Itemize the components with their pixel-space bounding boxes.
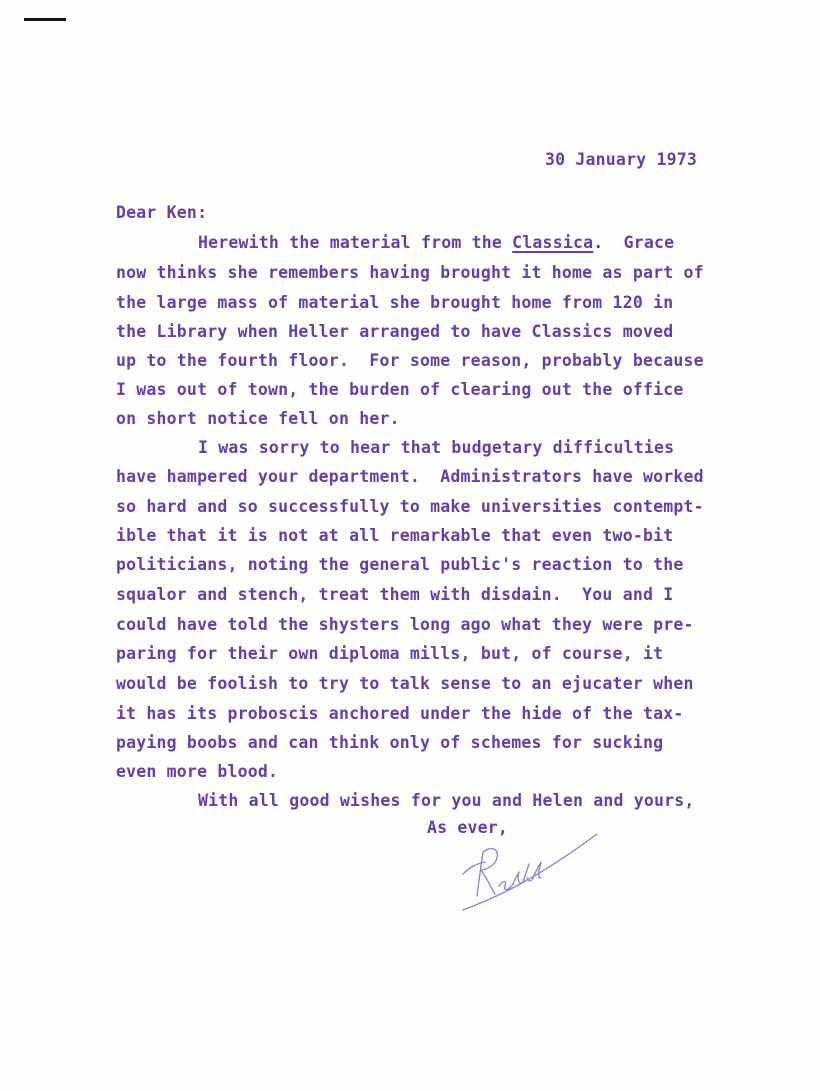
para2-line-1: I was sorry to hear that budgetary difficulties	[198, 438, 675, 457]
para2-line: could have told the shysters long ago what they were pre-	[116, 615, 694, 634]
para1-line-1-post: . Grace	[593, 233, 675, 252]
para2-line: would be foolish to try to talk sense to an ejucater when	[116, 674, 694, 693]
para1-line-1	[198, 228, 674, 258]
letter-date: 30 January 1973	[545, 150, 698, 169]
para2-line: paring for their own diploma mills, but, of course, it	[116, 644, 664, 663]
para2-line: even more blood.	[116, 762, 279, 781]
para2-line: politicians, noting the general public's reaction to the	[116, 555, 684, 574]
para1-line-1-pre: Herewith the material from the	[198, 233, 513, 252]
para2-line: paying boobs and can think only of schemes for sucking	[116, 733, 664, 752]
closing: As ever,	[427, 818, 509, 837]
para2-line: have hampered your department. Administrators have worked	[116, 467, 704, 486]
para1-line: I was out of town, the burden of clearing out the office	[116, 380, 684, 399]
para1-line: the large mass of material she brought home from 120 in	[116, 293, 674, 312]
handwritten-signature	[455, 828, 605, 918]
good-wishes-line: With all good wishes for you and Helen and yours,	[198, 791, 695, 810]
para1-line: on short notice fell on her.	[116, 409, 400, 428]
para2-line: it has its proboscis anchored under the hide of the tax-	[116, 704, 684, 723]
corner-mark	[24, 18, 66, 21]
para2-line: squalor and stench, treat them with disdain. You and I	[116, 585, 674, 604]
salutation: Dear Ken:	[116, 203, 208, 222]
para2-line: ible that it is not at all remarkable that even two-bit	[116, 526, 674, 545]
para1-line: now thinks she remembers having brought it home as part of	[116, 263, 704, 282]
para1-line: the Library when Heller arranged to have Classics moved	[116, 322, 674, 341]
classica-title: Classica	[512, 233, 594, 252]
para2-line: so hard and so successfully to make universities contempt-	[116, 497, 704, 516]
para1-line: up to the fourth floor. For some reason, probably because	[116, 351, 704, 370]
